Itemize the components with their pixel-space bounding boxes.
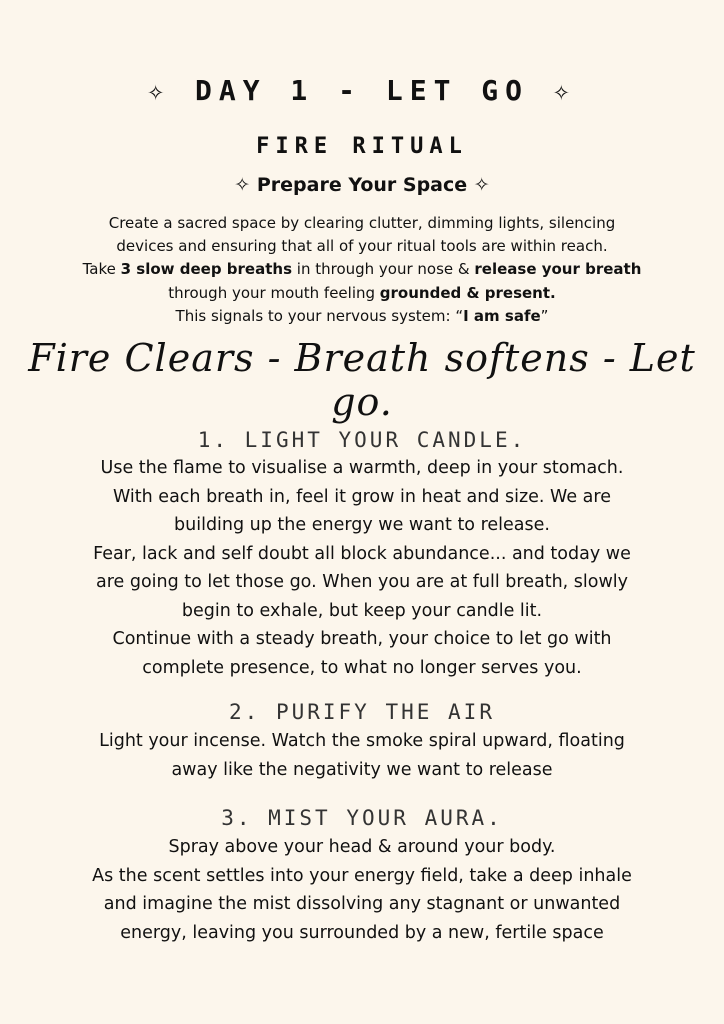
step-2-body xyxy=(0,727,724,784)
step-3-body xyxy=(0,833,724,947)
intro-line: devices and ensuring that all of your ritual tools are within reach. xyxy=(116,237,608,256)
step-3-heading: 3. MIST YOUR AURA. xyxy=(221,806,503,830)
step-1-heading: 1. LIGHT YOUR CANDLE. xyxy=(197,428,527,452)
body-line: As the scent settles into your energy field, take a deep inhale xyxy=(92,865,632,886)
body-line: building up the energy we want to release. xyxy=(174,515,550,535)
body-line: Light your incense. Watch the smoke spiral upward, floating xyxy=(99,731,625,751)
intro-line: This signals to your nervous system: “I am safe” xyxy=(175,306,549,325)
step-1-body xyxy=(0,454,724,682)
body-line: are going to let those go. When you are at full breath, slowly xyxy=(95,572,628,592)
intro-line: through your mouth feeling grounded & present. xyxy=(168,283,556,302)
intro-line: Take 3 slow deep breaths in through your nose & release your breath xyxy=(82,260,642,279)
page-title: ✧ DAY 1 - LET GO ✧ xyxy=(147,74,577,107)
intro-line: Create a sacred space by clearing clutter, dimming lights, silencing xyxy=(108,214,616,232)
sparkle-icon: ✧ xyxy=(473,174,490,196)
intro-paragraph xyxy=(0,212,724,328)
step-2-heading: 2. PURIFY THE AIR xyxy=(229,700,495,724)
body-line: Use the flame to visualise a warmth, deep in your stomach. xyxy=(100,458,624,478)
prepare-label: Prepare Your Space xyxy=(256,174,468,196)
prepare-heading xyxy=(0,174,724,196)
body-line: Continue with a steady breath, your choice to let go with xyxy=(112,629,612,649)
body-line: begin to exhale, but keep your candle lit. xyxy=(181,600,543,621)
page-subtitle: FIRE RITUAL xyxy=(256,134,468,159)
body-line: and imagine the mist dissolving any stagnant or unwanted xyxy=(103,894,621,914)
body-line: Spray above your head & around your body. xyxy=(168,837,556,857)
body-line: complete presence, to what no longer serves you. xyxy=(142,657,582,678)
body-line: away like the negativity we want to release xyxy=(171,759,553,780)
body-line: With each breath in, feel it grow in heat and size. We are xyxy=(113,486,611,507)
sparkle-icon: ✧ xyxy=(234,174,251,196)
body-line: energy, leaving you surrounded by a new, fertile space xyxy=(120,922,604,943)
body-line: Fear, lack and self doubt all block abundance... and today we xyxy=(93,543,631,564)
script-affirmation: Fire Clears - Breath softens - Let go. xyxy=(28,336,696,424)
